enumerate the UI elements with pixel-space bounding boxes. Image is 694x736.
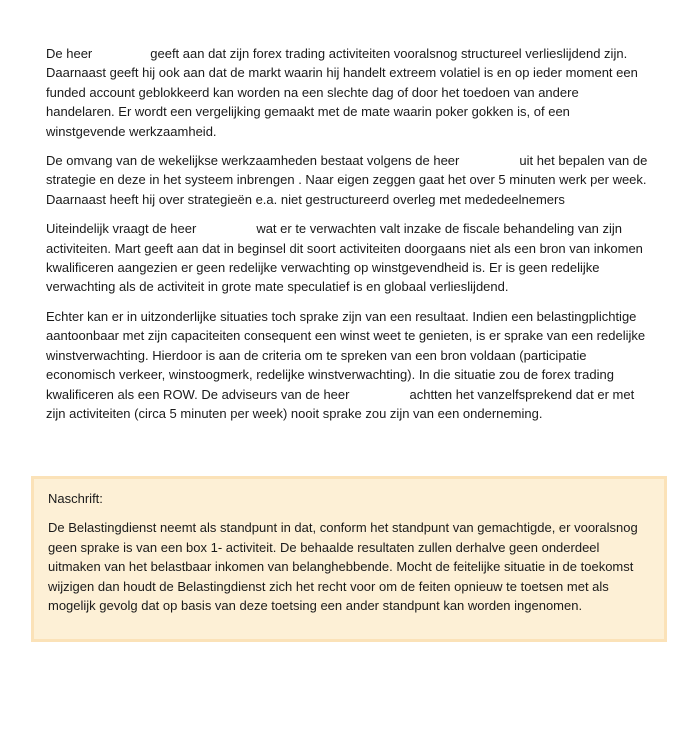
- document-body: [46, 44, 650, 433]
- paragraph-3-rest: wat er te verwachten valt inzake de fiscale behandeling van zijn activiteiten. Mart geeft aan dat in beginsel dit soort activiteiten doorgaans niet als een bron van inkomen kwalificeren aangezien er geen redelijke verwachting op winstgevendheid is. Er is geen redelijke verwachting als de activiteit in grote mate speculatief is en globaal verlieslijdend.: [46, 221, 643, 295]
- paragraph-2: [46, 151, 650, 209]
- postscript-text: De Belastingdienst neemt als standpunt in dat, conform het standpunt van gemachtigde, er vooralsnog geen sprake is van een box 1- activiteit. De behaalde resultaten zullen derhalve geen onderdeel uitmaken van het belastbaar inkomen van belanghebbende. Mocht de feitelijke situatie in de toekomst wijzigen dan houdt de Belastingdienst zich het recht voor om de feiten opnieuw te toetsen met als mogelijk gevolg dat op basis van deze toetsing een ander standpunt kan worden ingenomen.: [48, 520, 638, 614]
- postscript-title: Naschrift:: [48, 491, 103, 506]
- paragraph-1-start: De heer: [46, 46, 93, 61]
- paragraph-4-start: Echter kan er in uitzonderlijke situaties toch sprake zijn van een resultaat. Indien een belastingplichtige aantoonbaar met zijn capaciteiten consequent een winst weet te genieten, is er sprake van een redelijke winstverwachting. Hierdoor is aan de criteria om te spreken van een bron voldaan (participatie economisch verkeer, winstoogmerk, redelijke winstverwachting). In die situatie zou de forex trading kwalificeren als een ROW. De adviseurs van de heer: [46, 308, 646, 402]
- paragraph-2-rest: uit het bepalen van de strategie en deze in het systeem inbrengen . Naar eigen zeggen gaat het over 5 minuten werk per week. Daarnaast heeft hij over strategieën e.a. niet gestructureerd overleg met mededeelnemers: [46, 153, 648, 207]
- paragraph-4-rest: achtten het vanzelfsprekend dat er met zijn activiteiten (circa 5 minuten per week) nooit sprake zou zijn van een onderneming.: [46, 386, 635, 421]
- paragraph-3: [46, 219, 650, 297]
- paragraph-3-start: Uiteindelijk vraagt de heer: [46, 221, 197, 237]
- paragraph-1-rest: geeft aan dat zijn forex trading activiteiten vooralsnog structureel verlieslijdend zijn. Daarnaast geeft hij ook aan dat de markt waarin hij handelt extreem volatiel is en op ieder moment een funded account geblokkeerd kan worden na een slechte dag of door het toedoen van andere handelaren. Er wordt een vergelijking gemaakt met de mate waarin poker gokken is, of een winstgevende werkzaamheid.: [46, 46, 638, 139]
- postscript-box: [31, 476, 667, 642]
- paragraph-1: [46, 44, 650, 141]
- paragraph-2-start: De omvang van de wekelijkse werkzaamheden bestaat volgens de heer: [46, 153, 460, 169]
- paragraph-4: [46, 307, 650, 423]
